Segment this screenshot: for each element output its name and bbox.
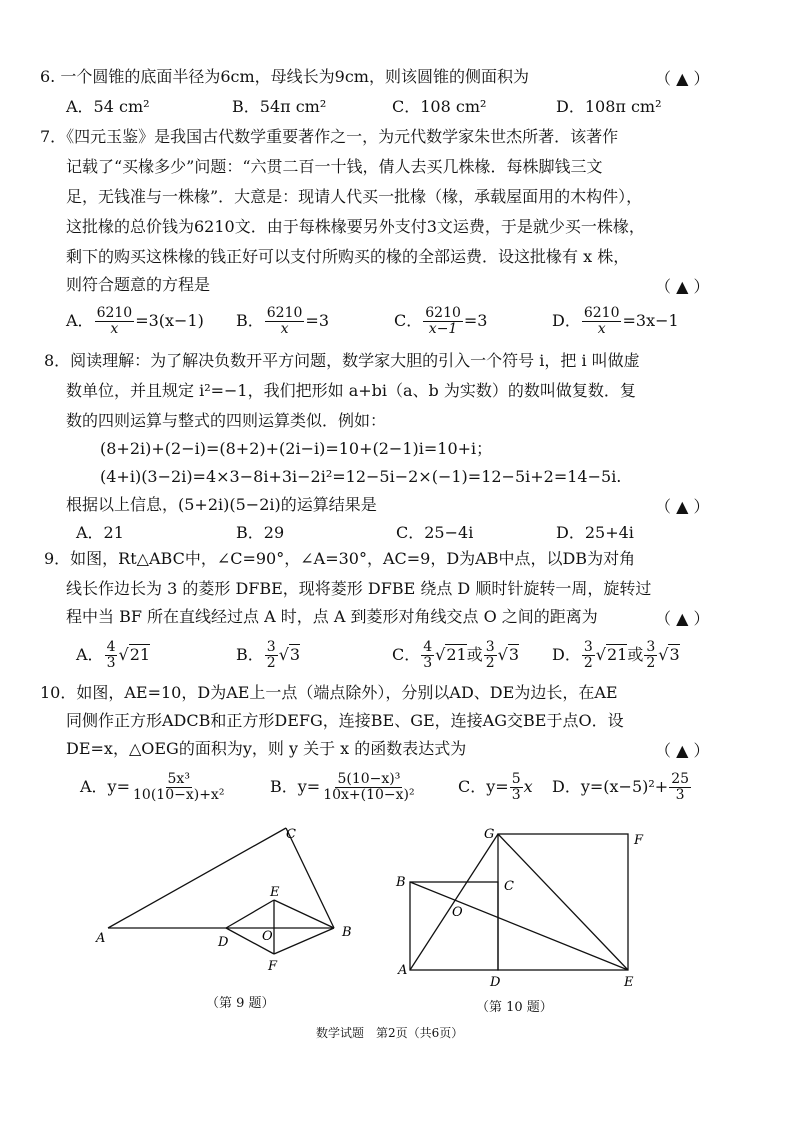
q9-option-b-radicand: 3	[289, 645, 301, 664]
radical-sign: √	[497, 645, 508, 664]
q9-option-c-coef2-den: 2	[485, 655, 495, 671]
q9-option-c-coef1-num: 4	[423, 639, 433, 655]
q7-option-b-rest: =3	[305, 311, 329, 330]
q10-option-c-label: C．y=	[458, 777, 509, 796]
fig10-label-e: E	[624, 975, 634, 990]
q7-option-a-label: A．	[66, 311, 94, 330]
q9-option-c-coef1	[421, 640, 434, 671]
q9-option-b	[236, 640, 300, 671]
fig10-label-d: D	[490, 975, 501, 990]
q10-option-a-label: A．y=	[80, 777, 131, 796]
q7-option-d-fraction	[582, 306, 622, 337]
q10-option-b-label: B．y=	[270, 777, 321, 796]
q7-option-b-numerator: 6210	[266, 305, 303, 321]
q7-option-b	[236, 306, 329, 337]
fig10-label-c: C	[504, 879, 514, 894]
fig9-label-e: E	[270, 885, 280, 900]
q10-option-b-den: 10x+(10−x)²	[323, 787, 415, 803]
radical-sign: √	[118, 645, 129, 664]
q9-option-b-label: B．	[236, 645, 264, 664]
fig10-segment-ge	[498, 834, 628, 970]
q10-option-d-fraction	[669, 772, 691, 803]
fig9-label-a: A	[96, 931, 106, 946]
q7-option-c-rest: =3	[463, 311, 488, 330]
fig10-label-g: G	[484, 827, 495, 842]
q9-option-c-radicand1: 21	[446, 645, 467, 664]
fig9-side-ac	[108, 828, 286, 928]
q8-example-sum: (8+2i)+(2−i)=(8+2)+(2i−i)=10+(2−1)i=10+i；	[100, 439, 493, 458]
q10-option-a-den: 10(10−x)+x²	[133, 787, 225, 803]
q10-option-b-num: 5(10−x)³	[337, 771, 401, 787]
q10-line-2: 同侧作正方形ADCB和正方形DEFG，连接BE、GE，连接AG交BE于点O．设	[66, 711, 624, 730]
fig10-label-f: F	[634, 833, 644, 848]
q9-option-c-radicand2: 3	[508, 645, 520, 664]
fig10-label-o: O	[452, 905, 463, 920]
q9-option-a-coef-den: 3	[106, 655, 116, 671]
q9-option-a	[76, 640, 150, 671]
q9-line-3: 程中当 BF 所在直线经过点 A 时，点 A 到菱形对角线交点 O 之间的距离为	[66, 607, 598, 626]
q9-option-d-label: D．	[552, 645, 581, 664]
q7-option-c-numerator: 6210	[425, 305, 461, 321]
fig9-label-c: C	[286, 827, 296, 842]
fig9-rhombus-eb	[274, 900, 334, 928]
q9-option-b-coef	[265, 640, 278, 671]
q8-line-2: 数单位，并且规定 i²=−1，我们把形如 a+bi（a、b 为实数）的数叫做复数．复	[66, 381, 636, 400]
q7-line-3: 足，无钱准与一株椽”．大意是：现请人代买一批椽（椽，承载屋面用的木构件），	[66, 187, 643, 206]
q10-option-d-label: D．y=(x−5)²+	[552, 777, 669, 796]
q10-option-a	[80, 772, 227, 803]
q7-option-c	[394, 306, 487, 337]
q9-option-a-radicand: 21	[129, 645, 151, 664]
q10-option-c-den: 3	[511, 787, 521, 803]
q10-option-c-fraction	[510, 772, 523, 803]
q8-line-3: 数的四则运算与整式的四则运算类似．例如：	[66, 411, 387, 430]
q10-option-c	[458, 772, 533, 803]
q6-option-c: C．108 cm²	[392, 97, 487, 116]
q6-answer-mark: （ ▲ ）	[655, 69, 710, 88]
fig10-square-adcb	[410, 882, 498, 970]
radical-sign: √	[435, 645, 446, 664]
fig9-rhombus-de	[226, 900, 274, 928]
fig9-rhombus-bf	[274, 928, 334, 954]
page-footer: 数学试题 第2页（共6页）	[316, 1026, 464, 1040]
q9-option-b-coef-den: 2	[266, 655, 276, 671]
q10-option-c-tail: x	[523, 777, 533, 796]
q9-option-d-coef2	[644, 640, 657, 671]
q10-option-d	[552, 772, 692, 803]
q10-line-1: 10．如图，AE=10，D为AE上一点（端点除外），分别以AD、DE为边长，在AE	[40, 683, 618, 702]
fig10-label-b: B	[396, 875, 406, 890]
q10-option-d-num: 25	[671, 771, 690, 787]
q9-option-d-coef1	[582, 640, 595, 671]
q9-option-d-coef2-num: 3	[646, 639, 656, 655]
q9-option-d-radicand1: 21	[606, 645, 628, 664]
q8-question: 根据以上信息，(5+2i)(5−2i)的运算结果是	[66, 495, 377, 514]
q7-option-d-denominator: x	[597, 321, 606, 337]
q7-line-5: 剩下的购买这株椽的钱正好可以支付所购买的椽的全部运费．设这批椽有 x 株，	[66, 247, 630, 266]
q9-option-b-coef-num: 3	[266, 639, 276, 655]
q10-option-a-num: 5x³	[167, 771, 190, 787]
q7-option-a	[66, 306, 204, 337]
q9-option-a-coef-num: 4	[106, 639, 116, 655]
figure-10-caption: （第 10 题）	[476, 1000, 553, 1015]
q7-option-b-label: B．	[236, 311, 264, 330]
q8-example-product: (4+i)(3−2i)=4×3−8i+3i−2i²=12−5i−2×(−1)=12−5i+2=14−5i.	[100, 467, 622, 486]
q7-option-a-rest: =3(x−1)	[135, 311, 204, 330]
q8-answer-mark: （ ▲ ）	[655, 497, 710, 516]
q7-answer-mark: （ ▲ ）	[655, 277, 710, 296]
fig9-label-d: D	[218, 935, 229, 950]
q9-option-d-or: 或	[627, 645, 644, 664]
q9-option-c-coef2	[484, 640, 497, 671]
q10-option-d-den: 3	[675, 787, 685, 803]
q9-option-d	[552, 640, 680, 671]
q7-line-1: 7．《四元玉鉴》是我国古代数学重要著作之一，为元代数学家朱世杰所著．该著作	[40, 127, 619, 146]
q10-option-b-fraction	[321, 772, 416, 803]
q7-option-c-denominator: x−1	[428, 321, 458, 337]
figure-10-diagram	[392, 824, 654, 990]
radical-sign: √	[595, 645, 606, 664]
fig10-label-a: A	[398, 963, 408, 978]
q9-option-c-coef2-num: 3	[485, 639, 495, 655]
q7-option-c-fraction	[423, 306, 463, 337]
fig9-label-f: F	[268, 959, 278, 974]
q9-line-2: 线长作边长为 3 的菱形 DFBE，现将菱形 DFBE 绕点 D 顺时针旋转一周，旋转过	[66, 579, 652, 598]
q7-line-6: 则符合题意的方程是	[66, 275, 211, 294]
figure-9-caption: （第 9 题）	[206, 996, 275, 1011]
q7-option-a-fraction	[95, 306, 135, 337]
q8-line-1: 8．阅读理解：为了解决负数开平方问题，数学家大胆的引入一个符号 i，把 i 叫做虚	[44, 351, 640, 370]
q7-option-b-denominator: x	[280, 321, 289, 337]
q10-line-3: DE=x，△OEG的面积为y，则 y 关于 x 的函数表达式为	[66, 739, 467, 758]
q7-option-d	[552, 306, 679, 337]
q9-option-a-label: A．	[76, 645, 104, 664]
figure-9-diagram	[90, 820, 370, 980]
q10-option-a-fraction	[131, 772, 226, 803]
q9-option-d-coef1-den: 2	[583, 655, 593, 671]
fig9-label-o: O	[262, 929, 273, 944]
q10-option-c-num: 5	[511, 771, 521, 787]
q9-option-d-coef2-den: 2	[646, 655, 656, 671]
q7-option-c-label: C．	[394, 311, 423, 330]
q6-option-b: B．54π cm²	[232, 97, 327, 116]
q9-option-c-label: C．	[392, 645, 421, 664]
q10-answer-mark: （ ▲ ）	[655, 741, 710, 760]
q7-option-d-label: D．	[552, 311, 581, 330]
q8-option-b: B．29	[236, 523, 285, 542]
q9-option-c-coef1-den: 3	[423, 655, 433, 671]
q10-option-b	[270, 772, 418, 803]
q7-option-b-fraction	[265, 306, 305, 337]
q9-option-d-radicand2: 3	[669, 645, 680, 664]
q6-stem: 6. 一个圆锥的底面半径为6cm，母线长为9cm，则该圆锥的侧面积为	[40, 67, 529, 86]
q7-line-2: 记载了“买椽多少”问题：“六贯二百一十钱，倩人去买几株椽．每株脚钱三文	[66, 157, 603, 176]
q8-option-d: D．25+4i	[556, 523, 634, 542]
q8-option-c: C．25−4i	[396, 523, 474, 542]
q9-option-c-or: 或	[466, 645, 483, 664]
q7-option-d-numerator: 6210	[583, 305, 620, 321]
q9-option-a-coef	[105, 640, 118, 671]
fig10-segment-ag	[410, 834, 498, 970]
q9-option-c	[392, 640, 519, 671]
q7-option-d-rest: =3x−1	[622, 311, 679, 330]
q9-answer-mark: （ ▲ ）	[655, 609, 710, 628]
q9-line-1: 9．如图，Rt△ABC中，∠C=90°，∠A=30°，AC=9，D为AB中点，以DB为对角	[44, 549, 636, 568]
radical-sign: √	[658, 645, 669, 664]
fig9-side-cb	[286, 828, 334, 928]
q9-option-d-coef1-num: 3	[583, 639, 593, 655]
q7-option-a-denominator: x	[110, 321, 119, 337]
q7-line-4: 这批椽的总价钱为6210文．由于每株椽要另外支付3文运费，于是就少买一株椽，	[66, 217, 645, 236]
radical-sign: √	[278, 645, 289, 664]
q6-option-a: A．54 cm²	[66, 97, 150, 116]
fig10-segment-be	[410, 882, 628, 970]
q8-option-a: A．21	[76, 523, 124, 542]
q7-option-a-numerator: 6210	[96, 305, 133, 321]
q6-option-d: D．108π cm²	[556, 97, 662, 116]
fig9-label-b: B	[342, 925, 352, 940]
